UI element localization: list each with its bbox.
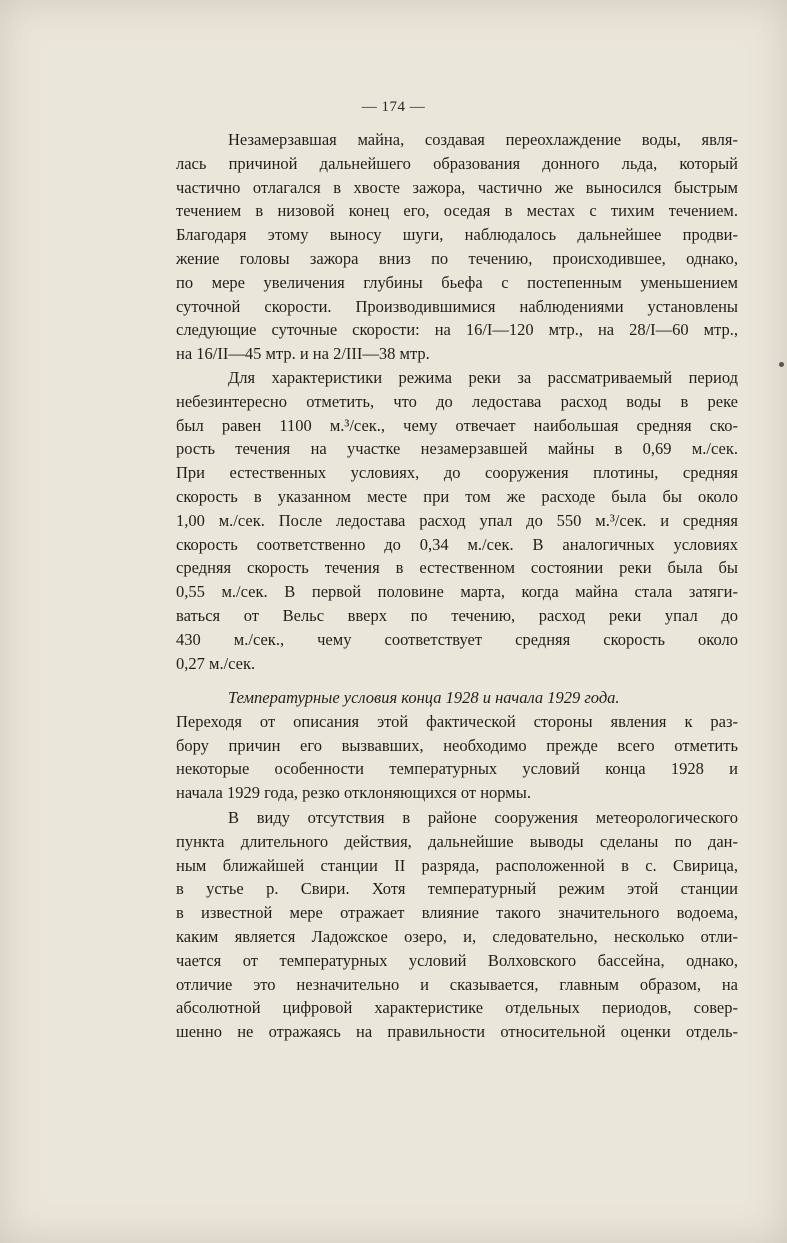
- text-line: жение головы зажора вниз по течению, происходившее, однако,: [176, 248, 738, 268]
- paragraph-4: [176, 806, 738, 1044]
- text-line: небезинтересно отметить, что до ледостава расход воды в реке: [176, 391, 738, 411]
- text-line: средняя скорость течения в естественном состоянии реки была бы: [176, 558, 738, 578]
- text-line: Благодаря этому выносу шуги, наблюдалось дальнейшее продви-: [176, 225, 738, 245]
- text-line: каким является Ладожское озеро, и, следовательно, несколько отли-: [176, 926, 738, 946]
- text-line: бору причин его вызвавших, необходимо прежде всего отметить: [176, 735, 738, 755]
- text-line: следующие суточные скорости: на 16/I—120 мтр., на 28/I—60 мтр.,: [176, 320, 738, 340]
- text-line: начала 1929 года, резко отклоняющихся от нормы.: [176, 783, 531, 803]
- text-line: был равен 1100 м.³/сек., чему отвечает наибольшая средняя ско-: [176, 415, 738, 435]
- text-line: частично отлагался в хвосте зажора, частично же выносился быстрым: [176, 177, 738, 197]
- text-line: в известной мере отражает влияние такого значительного водоема,: [176, 903, 738, 923]
- text-line: пункта длительного действия, дальнейшие выводы сделаны по дан-: [176, 831, 738, 851]
- text-line: лась причиной дальнейшего образования донного льда, который: [176, 153, 738, 173]
- text-line: Незамерзавшая майна, создавая переохлаждение воды, явля-: [228, 130, 738, 149]
- paragraph-3: [176, 686, 738, 805]
- text-line: При естественных условиях, до сооружения плотины, средняя: [176, 463, 738, 483]
- text-line: некоторые особенности температурных условий конца 1928 и: [176, 759, 738, 779]
- text-line: рость течения на участке незамерзавшей майны в 0,69 м./сек.: [176, 439, 738, 459]
- text-line: по мере увеличения глубины бьефа с постепенным уменьшением: [176, 272, 738, 292]
- page-number: — 174 —: [361, 99, 426, 115]
- text-line: течением в низовой конец его, оседая в местах с тихим течением.: [176, 201, 738, 221]
- text-line: ным ближайшей станции II разряда, расположенной в с. Свирица,: [176, 855, 738, 875]
- text-line: скорость соответственно до 0,34 м./сек. В аналогичных условиях: [176, 534, 738, 554]
- text-line: 0,27 м./сек.: [176, 653, 256, 673]
- text-line: 1,00 м./сек. После ледостава расход упал до 550 м.³/сек. и средняя: [176, 510, 738, 530]
- text-line: ваться от Вельс вверх по течению, расход реки упал до: [176, 605, 738, 625]
- text-line: скорость в указанном месте при том же расходе была бы около: [176, 486, 738, 506]
- text-line: суточной скорости. Производившимися наблюдениями установлены: [176, 296, 738, 316]
- text-line: Для характеристики режима реки за рассматриваемый период: [228, 368, 738, 387]
- text-line: шенно не отражаясь на правильности относительной оценки отдель-: [176, 1022, 738, 1042]
- section-heading: Температурные условия конца 1928 и начала 1929 года.: [228, 688, 620, 707]
- text-line: чается от температурных условий Волховского бассейна, однако,: [176, 950, 738, 970]
- margin-mark: [779, 362, 784, 367]
- paragraph-2: [176, 366, 738, 675]
- text-line: абсолютной цифровой характеристике отдельных периодов, совер-: [176, 998, 738, 1018]
- text-line: 430 м./сек., чему соответствует средняя скорость около: [176, 629, 738, 649]
- text-line: 0,55 м./сек. В первой половине марта, когда майна стала затяги-: [176, 582, 738, 602]
- text-line: В виду отсутствия в районе сооружения метеорологического: [228, 808, 738, 827]
- text-line: отличие это незначительно и сказывается, главным образом, на: [176, 974, 738, 994]
- paragraph-1: [176, 128, 738, 366]
- text-line: в устье р. Свири. Хотя температурный режим этой станции: [176, 879, 738, 899]
- text-line: на 16/II—45 мтр. и на 2/III—38 мтр.: [176, 344, 430, 364]
- text-line: Переходя от описания этой фактической стороны явления к раз-: [176, 711, 738, 731]
